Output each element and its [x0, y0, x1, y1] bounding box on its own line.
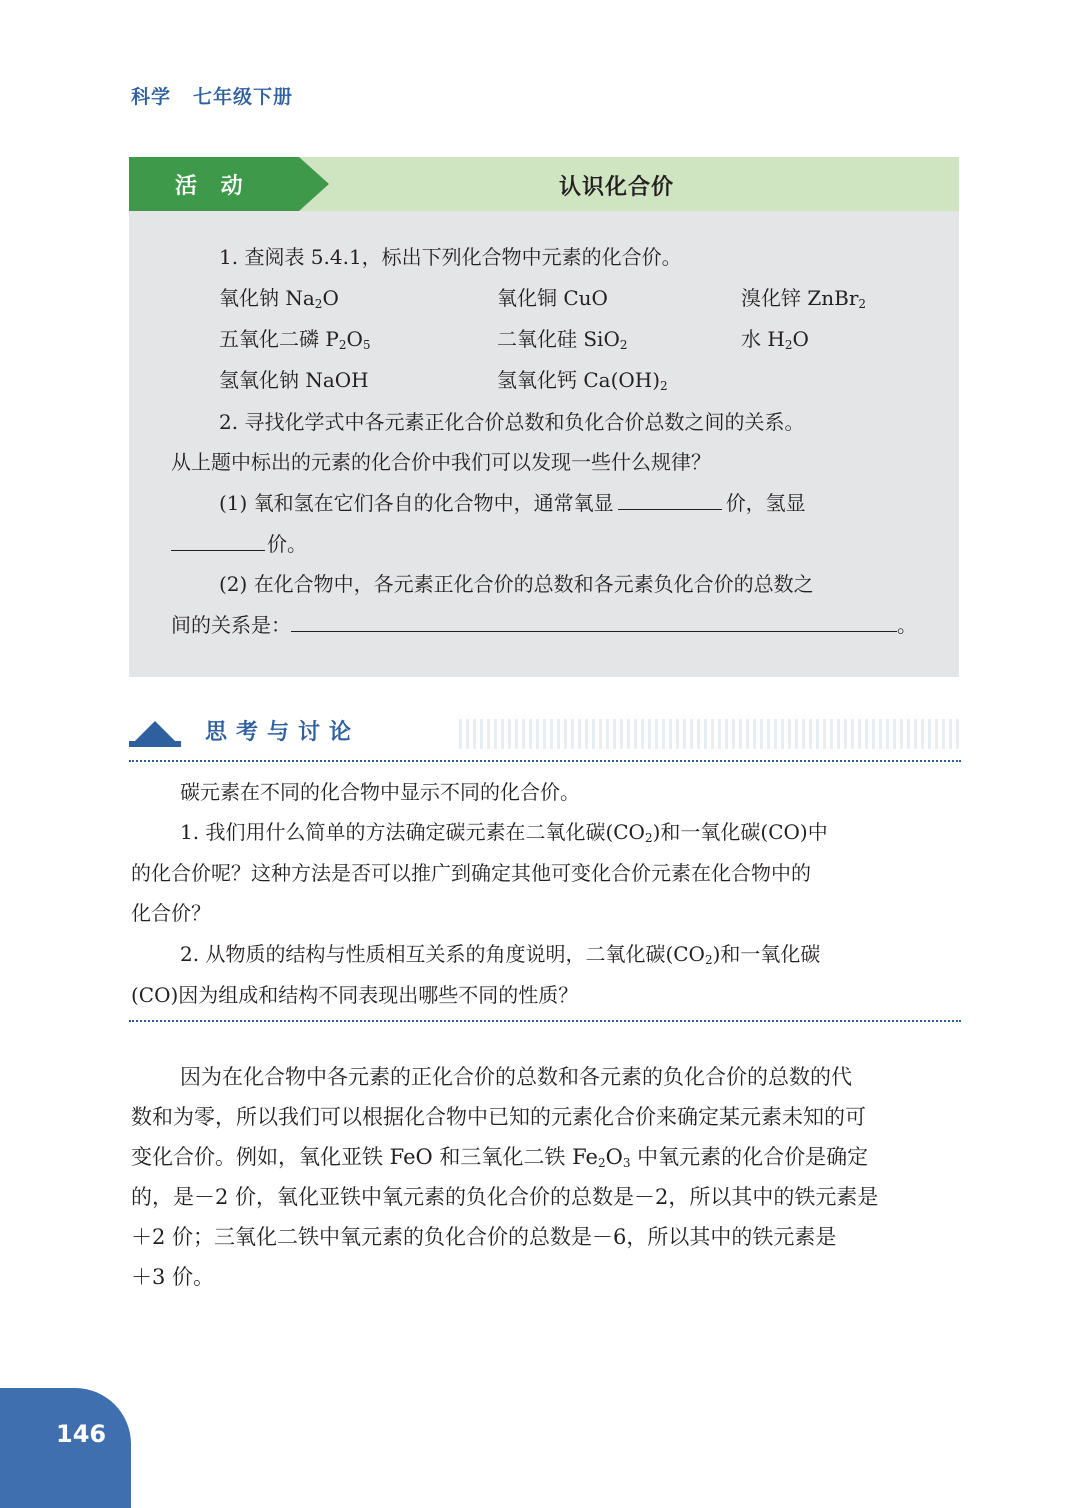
body-line: 的，是－2 价，氧化亚铁中氧元素的负化合价的总数是－2，所以其中的铁元素是 — [131, 1185, 879, 1209]
answer-blank-hydrogen[interactable] — [171, 530, 265, 551]
activity-tag-label: 活 动 — [175, 174, 251, 199]
activity-q2-line2: 从上题中标出的元素的化合价中我们可以发现一些什么规律？ — [171, 450, 711, 474]
compound-item: 溴化锌 ZnBr$_2$ — [741, 286, 867, 311]
answer-blank-relationship[interactable] — [291, 611, 897, 632]
activity-q2a: (1) 氧和氢在它们各自的化合物中，通常氧显 价，氢显 — [219, 491, 806, 515]
compound-item: 二氧化硅 SiO$_2$ — [497, 327, 628, 352]
compound-item: 氧化铜 CuO — [497, 286, 608, 310]
activity-title-bar — [129, 157, 959, 211]
compound-item: 五氧化二磷 $P_2O_5$ — [219, 327, 371, 352]
page-number: 146 — [56, 1420, 107, 1448]
body-line: 因为在化合物中各元素的正化合价的总数和各元素的负化合价的总数的代 — [180, 1065, 852, 1089]
decorative-stripes — [459, 719, 959, 749]
body-line: ＋3 价。 — [131, 1265, 215, 1289]
activity-q2a-cont: 价。 — [171, 530, 307, 558]
page-number-tab — [0, 1388, 131, 1508]
discussion-header — [129, 715, 961, 763]
header-grade: 七年级下册 — [193, 86, 294, 108]
chevron-up-icon — [129, 715, 181, 747]
compound-item: 氢氧化钠 NaOH — [219, 368, 369, 392]
compound-item: 氢氧化钙 $Ca(OH)_2$ — [497, 368, 668, 393]
header-subject: 科学 — [131, 86, 172, 108]
activity-q2-line1: 2. 寻找化学式中各元素正化合价总数和负化合价总数之间的关系。 — [219, 410, 805, 434]
discussion-p1-line1: 1. 我们用什么简单的方法确定碳元素在二氧化碳$(CO_2)$和一氧化碳(CO)中 — [180, 820, 828, 845]
body-line: ＋2 价；三氧化二铁中氧元素的负化合价的总数是－6，所以其中的铁元素是 — [131, 1225, 837, 1249]
activity-q2b-line1: (2) 在化合物中，各元素正化合价的总数和各元素负化合价的总数之 — [219, 572, 814, 596]
compound-item: 氧化钠 $Na_2O$ — [219, 286, 339, 311]
discussion-intro: 碳元素在不同的化合物中显示不同的化合价。 — [180, 780, 580, 804]
body-line: 数和为零，所以我们可以根据化合物中已知的元素化合价来确定某元素未知的可 — [131, 1105, 866, 1129]
activity-q1: 1. 查阅表 5.4.1，标出下列化合物中元素的化合价。 — [219, 245, 682, 269]
compound-item: 水 $H_2O$ — [741, 327, 809, 352]
body-line: 变化合价。例如，氧化亚铁 FeO 和三氧化二铁 $Fe_2O_3$ 中氧元素的化合价是确定 — [131, 1145, 869, 1170]
answer-blank-oxygen[interactable] — [618, 489, 722, 510]
discussion-title: 思考与讨论 — [205, 720, 361, 745]
discussion-p1-line3: 化合价？ — [131, 901, 211, 925]
activity-title: 认识化合价 — [559, 175, 675, 200]
activity-tag — [129, 157, 299, 211]
activity-tag-arrow — [299, 157, 329, 211]
activity-box — [129, 157, 959, 677]
discussion-p2-line2: (CO)因为组成和结构不同表现出哪些不同的性质？ — [131, 983, 579, 1007]
discussion-divider-top — [129, 760, 961, 762]
running-header — [131, 82, 293, 109]
discussion-p1-line2: 的化合价呢？这种方法是否可以推广到确定其他可变化合价元素在化合物中的 — [131, 861, 811, 885]
activity-q2b-line2: 间的关系是： 。 — [171, 613, 917, 637]
discussion-divider-bottom — [129, 1020, 961, 1022]
discussion-p2-line1: 2. 从物质的结构与性质相互关系的角度说明，二氧化碳$(CO_2)$和一氧化碳 — [180, 942, 821, 967]
